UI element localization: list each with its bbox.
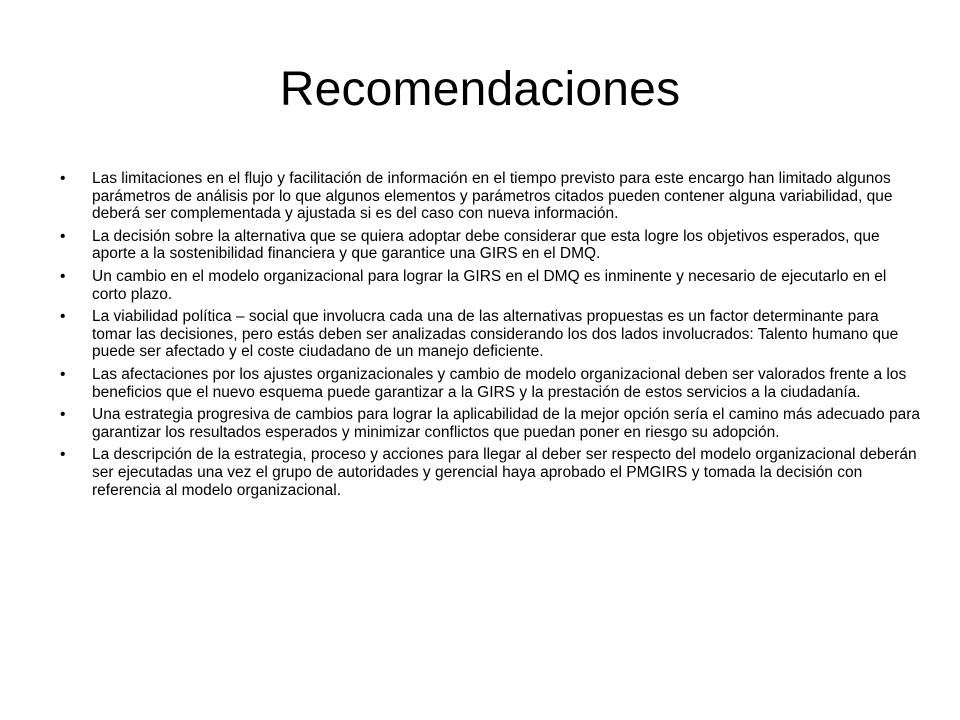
bullet-item xyxy=(60,446,920,499)
slide-title: Recomendaciones xyxy=(279,63,681,116)
bullet-icon: • xyxy=(60,365,66,383)
bullet-item xyxy=(60,308,920,361)
bullet-icon: • xyxy=(60,406,66,424)
bullet-text: La decisión sobre la alternativa que se quiera adoptar debe considerar que esta logre los objetivos esperados, que aporte a la sostenibilidad financiera y que garantice una GIRS en el DMQ. xyxy=(92,227,880,263)
bullet-icon: • xyxy=(60,227,66,245)
bullet-text: La viabilidad política – social que involucra cada una de las alternativas propuestas es un factor determinante para tomar las decisiones, pero estás deben ser analizadas considerando los dos lados involucrados: Talento humano que puede ser afectado y el coste ciudadano de un manejo deficiente. xyxy=(92,308,899,361)
bullet-item xyxy=(60,366,920,401)
bullet-icon: • xyxy=(60,170,66,187)
bullet-text: Las afectaciones por los ajustes organizacionales y cambio de modelo organizacional deben ser valorados frente a los beneficios que el nuevo esquema puede garantizar a la GIRS y la prestación de estos servicios a la ciudadanía. xyxy=(92,365,907,401)
bullet-icon: • xyxy=(60,308,66,326)
bullet-item xyxy=(60,406,920,441)
bullet-text: La descripción de la estrategia, proceso y acciones para llegar al deber ser respecto del modelo organizacional deberán ser ejecutadas una vez el grupo de autoridades y gerencial haya aprobado el PMGIRS y tomada la decisión con referencia al modelo organizacional. xyxy=(92,446,917,499)
bullet-icon: • xyxy=(60,267,66,285)
bullet-text: Una estrategia progresiva de cambios para lograr la aplicabilidad de la mejor opción sería el camino más adecuado para garantizar los resultados esperados y minimizar conflictos que puedan poner en riesgo su adopción. xyxy=(92,406,920,441)
bullet-item xyxy=(60,170,920,223)
bullet-list xyxy=(60,170,920,504)
bullet-text: Las limitaciones en el flujo y facilitación de información en el tiempo previsto para este encargo han limitado algunos parámetros de análisis por lo que algunos elementos y parámetros citados pueden contener alguna variabilidad, que deberá ser complementada y ajustada si es del caso con nueva información. xyxy=(92,170,893,223)
bullet-item xyxy=(60,228,920,263)
bullet-item xyxy=(60,268,920,303)
bullet-icon: • xyxy=(60,446,66,464)
bullet-text: Un cambio en el modelo organizacional para lograr la GIRS en el DMQ es inminente y necesario de ejecutarlo en el corto plazo. xyxy=(92,267,887,303)
